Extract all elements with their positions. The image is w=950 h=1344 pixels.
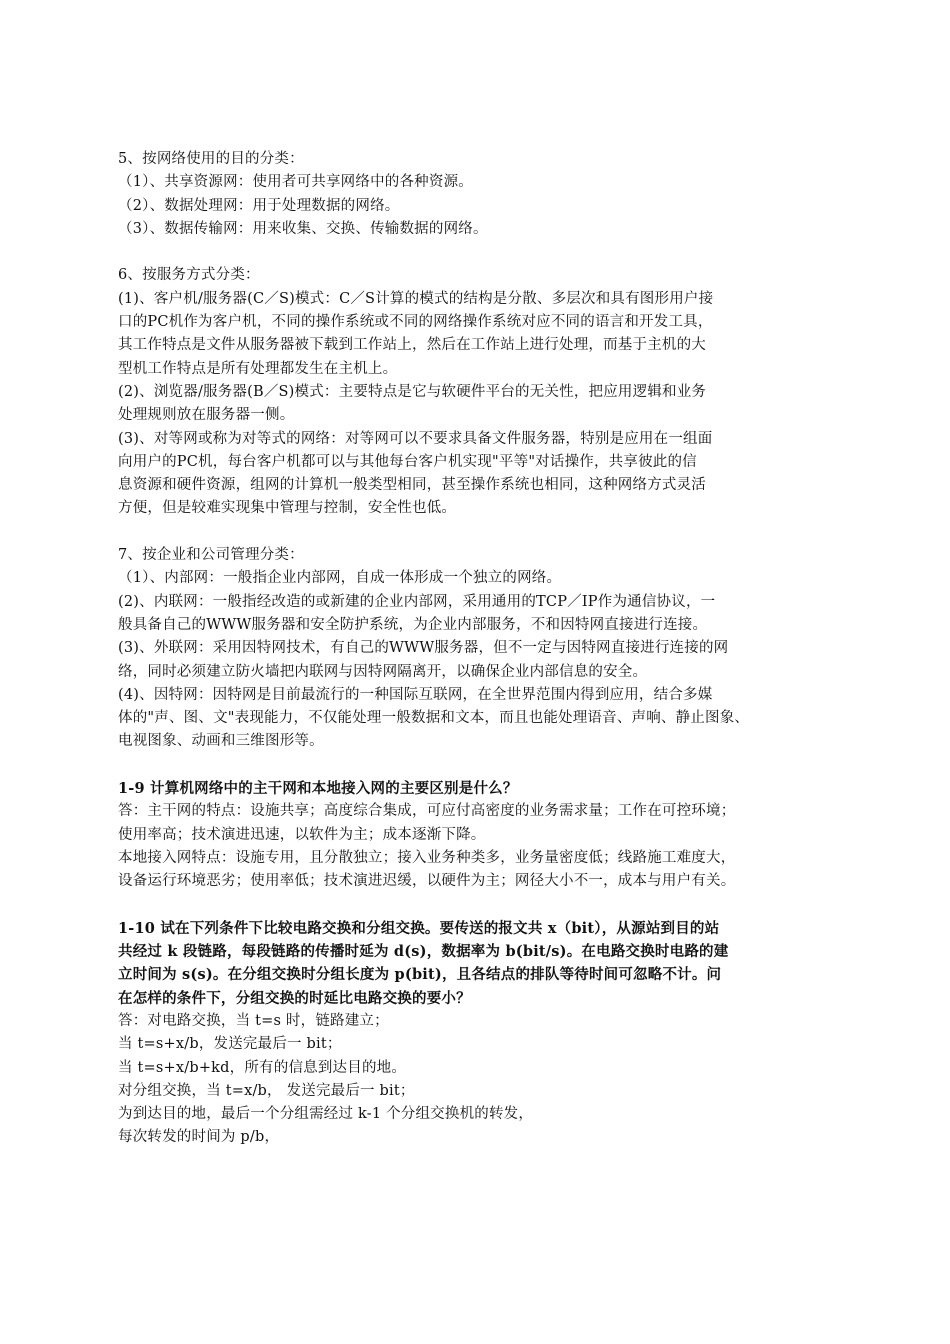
question-1-9: 1-9 计算机网络中的主干网和本地接入网的主要区别是什么？: [118, 780, 518, 798]
spacer: [118, 894, 820, 917]
section-6-line: (2)、浏览器/服务器(B／S)模式：主要特点是它与软硬件平台的无关性，把应用逻辑和业务: [118, 383, 707, 400]
question-1-10-line: 1-10 试在下列条件下比较电路交换和分组交换。要传送的报文共 x（bit），从源站到目的站: [118, 919, 720, 937]
section-6-line: 向用户的PC机，每台客户机都可以与其他每台客户机实现"平等"对话操作，共享彼此的信: [118, 453, 697, 470]
answer-1-10-line: 当 t=s+x/b+kd，所有的信息到达目的地。: [118, 1059, 407, 1076]
section-5-item: （1）、共享资源网：使用者可共享网络中的各种资源。: [118, 174, 473, 191]
section-6-line: 其工作特点是文件从服务器被下载到工作站上，然后在工作站上进行处理，而基于主机的大: [118, 337, 706, 354]
section-7-line: (2)、内联网：一般指经改造的或新建的企业内部网，采用通用的TCP／IP作为通信协议，一: [118, 593, 716, 610]
section-6-heading: 6、按服务方式分类：: [118, 267, 260, 284]
answer-1-10-line: 当 t=s+x/b，发送完最后一 bit；: [118, 1036, 342, 1053]
question-1-10-line: 在怎样的条件下，分组交换的时延比电路交换的要小？: [118, 989, 471, 1007]
answer-1-10-line: 对分组交换，当 t=x/b， 发送完最后一 bit；: [118, 1082, 415, 1099]
answer-1-10-line: 每次转发的时间为 p/b，: [118, 1129, 280, 1146]
section-5-item: （3）、数据传输网：用来收集、交换、传输数据的网络。: [118, 220, 488, 237]
question-1-10-line: 立时间为 s(s)。在分组交换时分组长度为 p(bit)，且各结点的排队等待时间可忽略不计。问: [118, 966, 722, 984]
section-6-line: 处理规则放在服务器一侧。: [118, 407, 295, 424]
answer-1-9-line: 答：主干网的特点：设施共享；高度综合集成，可应付高密度的业务需求量；工作在可控环境；: [118, 803, 736, 820]
section-7-line: 电视图象、动画和三维图形等。: [118, 733, 324, 750]
question-1-10-line: 共经过 k 段链路，每段链路的传播时延为 d(s)，数据率为 b(bit/s)。在电路交换时电路的建: [118, 943, 729, 961]
spacer: [118, 754, 820, 777]
section-7-heading: 7、按企业和公司管理分类：: [118, 547, 304, 564]
section-7-line: 般具备自己的WWW服务器和安全防护系统，为企业内部服务，不和因特网直接进行连接。: [118, 616, 708, 633]
section-5-item: （2）、数据处理网：用于处理数据的网络。: [118, 197, 400, 214]
section-7-line: (3)、外联网：采用因特网技术，有自己的WWW服务器，但不一定与因特网直接进行连接的网: [118, 640, 729, 657]
answer-1-10-line: 答：对电路交换，当 t=s 时，链路建立；: [118, 1012, 389, 1029]
document-body: [118, 148, 820, 1150]
section-6-line: 口的PC机作为客户机，不同的操作系统或不同的网络操作系统对应不同的语言和开发工具，: [118, 314, 713, 331]
spacer: [118, 241, 820, 264]
section-6-line: 型机工作特点是所有处理都发生在主机上。: [118, 360, 398, 377]
spacer: [118, 521, 820, 544]
section-5-heading: 5、按网络使用的目的分类：: [118, 151, 304, 167]
answer-1-9-line: 本地接入网特点：设施专用，且分散独立；接入业务种类多，业务量密度低；线路施工难度大，: [118, 849, 736, 866]
section-6-line: 方便，但是较难实现集中管理与控制，安全性也低。: [118, 500, 457, 517]
answer-1-9-line: 设备运行环境恶劣；使用率低；技术演进迟缓，以硬件为主；网径大小不一，成本与用户有关。: [118, 873, 736, 890]
answer-1-9-line: 使用率高；技术演进迅速，以软件为主；成本逐渐下降。: [118, 826, 486, 843]
section-7-line: 络，同时必须建立防火墙把内联网与因特网隔离开，以确保企业内部信息的安全。: [118, 663, 648, 680]
section-7-line: (4)、因特网：因特网是目前最流行的一种国际互联网，在全世界范围内得到应用，结合多媒: [118, 686, 713, 703]
section-6-line: (1)、客户机/服务器(C／S)模式：C／S计算的模式的结构是分散、多层次和具有图形用户接: [118, 290, 714, 307]
section-7-line: 体的"声、图、文"表现能力，不仅能处理一般数据和文本，而且也能处理语音、声响、静止图象、: [118, 710, 750, 727]
section-6-line: (3)、对等网或称为对等式的网络：对等网可以不要求具备文件服务器，特别是应用在一组面: [118, 430, 713, 447]
section-6-line: 息资源和硬件资源，组网的计算机一般类型相同，甚至操作系统也相同，这种网络方式灵活: [118, 477, 706, 494]
section-7-line: （1）、内部网：一般指企业内部网，自成一体形成一个独立的网络。: [118, 570, 562, 587]
answer-1-10-line: 为到达目的地，最后一个分组需经过 k-1 个分组交换机的转发，: [118, 1106, 534, 1123]
